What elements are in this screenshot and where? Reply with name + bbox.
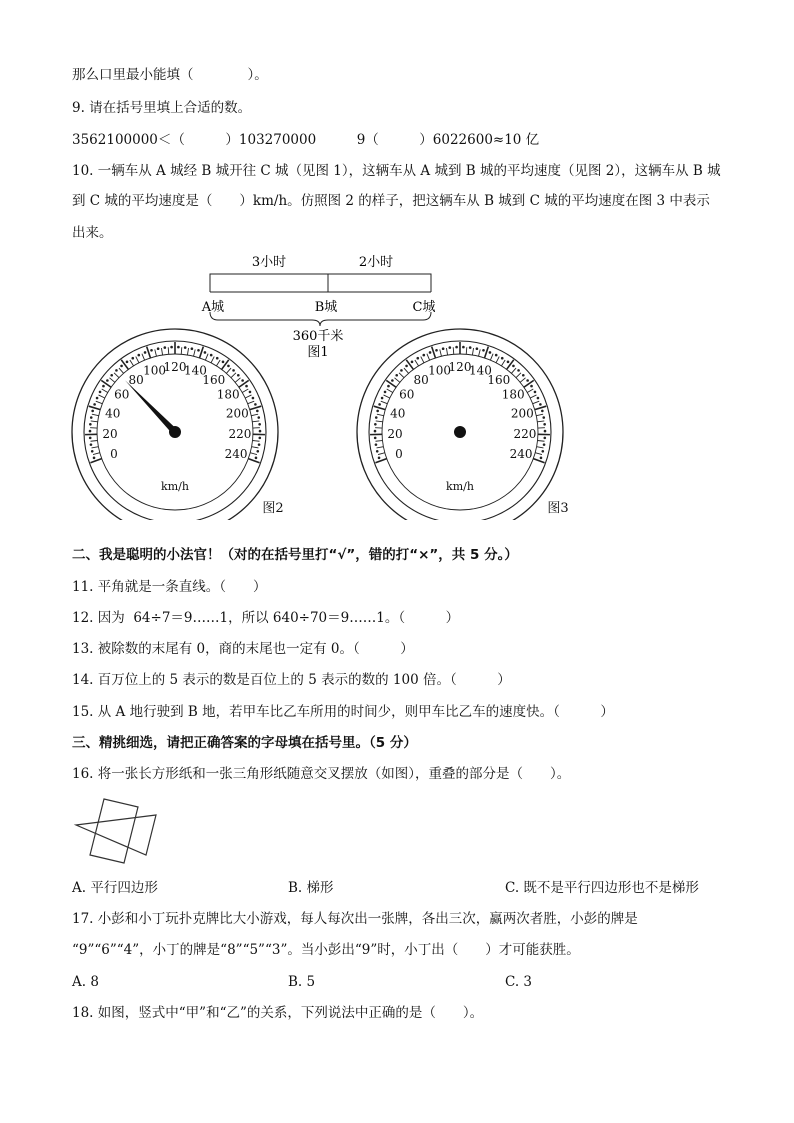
gauge-minor-tick	[537, 421, 544, 422]
gauge-dot	[157, 347, 160, 350]
gauge-tick-label: 40	[390, 406, 406, 421]
gauge-dot	[376, 410, 379, 413]
gauge-dot	[177, 346, 180, 349]
gauge-minor-tick	[399, 373, 404, 378]
gauge-major-tick	[485, 347, 489, 358]
gauge-minor-tick	[96, 401, 103, 404]
gauge-major-tick	[200, 347, 204, 358]
gauge-minor-tick	[161, 348, 162, 355]
gauge-dot	[495, 354, 498, 357]
gauge-major-tick	[90, 459, 101, 463]
question-13: 13. 被除数的末尾有 0，商的末尾也一定有 0。（ ）	[72, 641, 414, 657]
gauge-minor-tick	[383, 395, 389, 398]
gauge-minor-tick	[252, 447, 259, 448]
gauge-dot	[245, 385, 248, 388]
gauge-tick-label: 220	[228, 426, 252, 441]
gauge-dot	[110, 374, 113, 377]
gauge-dot	[543, 443, 546, 446]
gauge-dot	[237, 374, 240, 377]
gauge-major-tick	[533, 459, 544, 463]
gauge-minor-tick	[235, 378, 240, 382]
gauge-dot	[539, 403, 542, 406]
gauge-dot	[534, 391, 537, 394]
gauge-minor-tick	[404, 368, 409, 373]
gauge-dot	[416, 357, 419, 360]
gauge-minor-tick	[472, 348, 473, 355]
gauge-minor-tick	[93, 453, 100, 455]
gauge-dot	[256, 410, 259, 413]
gauge-minor-tick	[490, 354, 493, 360]
gauge-tick-label: 160	[202, 372, 226, 387]
question-15: 15. 从 A 地行驶到 B 地，若甲车比乙车所用的时间少，则甲车比乙车的速度快。（ ）	[72, 704, 614, 720]
gauge-minor-tick	[155, 349, 157, 356]
question-9-title: 9. 请在括号里填上合适的数。	[72, 100, 252, 116]
question-16: 16. 将一张长方形纸和一张三角形纸随意交叉摆放（如图），重叠的部分是（ ）。	[72, 766, 571, 782]
gauge-major-tick	[250, 406, 261, 409]
question-10-line2: 到 C 城的平均速度是（ ）km/h。仿照图 2 的样子，把这辆车从 B 城到 C 城的平均速度在图 3 中表示	[72, 193, 710, 209]
gauge-tick-label: 20	[387, 426, 403, 441]
gauge-minor-tick	[427, 354, 430, 360]
gauge-dot	[405, 365, 408, 368]
gauge-tick-label: 100	[428, 363, 452, 378]
section-3-heading: 三、精挑细选，请把正确答案的字母填在括号里。（5 分）	[72, 735, 417, 751]
gauge-dot	[542, 416, 545, 419]
gauge-minor-tick	[533, 401, 540, 404]
gauge-minor-tick	[109, 378, 114, 382]
gauge-dot	[537, 397, 540, 400]
gauge-tick-label: 120	[448, 360, 472, 374]
gauge-dot	[257, 416, 260, 419]
gauge-tick-label: 240	[224, 447, 248, 462]
gauge-tick-label: 200	[510, 406, 534, 421]
question-17-line1: 17. 小彭和小丁玩扑克牌比大小游戏，每人每次出一张牌，各出三次，赢两次者胜，小彭的牌是	[72, 911, 638, 927]
q17-option-c: C. 3	[505, 974, 533, 990]
gauge-dot	[476, 347, 479, 350]
gauge-tick-label: 40	[105, 406, 121, 421]
gauge-dot	[120, 365, 123, 368]
question-11: 11. 平角就是一条直线。（ ）	[72, 579, 267, 595]
gauge-dot	[90, 443, 93, 446]
gauge-tick-label: 60	[114, 387, 130, 402]
gauge-minor-tick	[205, 354, 208, 360]
fig1-city-b: B城	[314, 300, 338, 315]
gauge-minor-tick	[501, 360, 505, 366]
gauge-dot	[381, 397, 384, 400]
gauge-dot	[507, 361, 510, 364]
gauge-dot	[374, 423, 377, 426]
fig1-time-bc: 2小时	[358, 255, 394, 270]
q17-option-a: A. 8	[72, 974, 99, 990]
gauge-dot	[469, 346, 472, 349]
gauge-minor-tick	[92, 447, 99, 448]
gauge-caption: 图2	[262, 501, 284, 516]
gauge-minor-tick	[242, 389, 248, 393]
gauge-minor-tick	[226, 368, 231, 373]
gauge-minor-tick	[377, 414, 384, 415]
gauge-dot	[252, 397, 255, 400]
gauge-dot	[255, 457, 258, 460]
gauge-minor-tick	[536, 414, 543, 415]
fig1-caption: 图1	[307, 345, 329, 358]
gauge-needle	[125, 380, 177, 434]
gauge-minor-tick	[421, 357, 424, 363]
gauge-dot	[384, 391, 387, 394]
gauge-minor-tick	[446, 348, 447, 355]
gauge-dot	[96, 397, 99, 400]
gauge-dot	[391, 379, 394, 382]
gauge-minor-tick	[98, 395, 104, 398]
gauge-major-tick	[147, 347, 151, 358]
gauge-dot	[543, 423, 546, 426]
gauge-minor-tick	[92, 414, 99, 415]
gauge-hub	[454, 426, 466, 438]
gauge-minor-tick	[394, 378, 399, 382]
gauge-dot	[144, 351, 147, 354]
gauge-dot	[102, 385, 105, 388]
gauge-minor-tick	[211, 357, 214, 363]
gauge-dot	[90, 416, 93, 419]
gauge-dot	[526, 379, 529, 382]
gauge-minor-tick	[516, 373, 521, 378]
gauge-dot	[411, 361, 414, 364]
gauge-tick-label: 140	[468, 363, 492, 378]
gauge-dot	[259, 430, 262, 433]
question-18: 18. 如图，竖式中“甲”和“乙”的关系，下列说法中正确的是（ ）。	[72, 1005, 484, 1021]
gauge-tick-label: 20	[102, 426, 118, 441]
gauge-dot	[374, 430, 377, 433]
gauge-dot	[400, 369, 403, 372]
gauge-minor-tick	[251, 414, 258, 415]
gauge-minor-tick	[91, 440, 98, 441]
gauge-dot	[462, 346, 465, 349]
gauge-minor-tick	[378, 453, 385, 455]
gauge-minor-tick	[231, 373, 236, 378]
gauge-minor-tick	[496, 357, 499, 363]
gauge-dot	[126, 361, 129, 364]
gauge-major-tick	[248, 459, 259, 463]
gauge-minor-tick	[142, 354, 145, 360]
gauge-minor-tick	[91, 421, 98, 422]
gauge-tick-label: 160	[487, 372, 511, 387]
gauge-dot	[530, 385, 533, 388]
q16-option-b: B. 梯形	[288, 880, 334, 896]
gauge-minor-tick	[245, 395, 251, 398]
question-8-tail: 那么口里最小能填（ ）。	[72, 67, 268, 83]
gauge-minor-tick	[530, 395, 536, 398]
gauge-caption: 图3	[547, 501, 569, 516]
gauge-tick-label: 180	[216, 387, 240, 402]
gauge-dot	[164, 346, 167, 349]
gauge-minor-tick	[102, 389, 108, 393]
gauge-dot	[115, 369, 118, 372]
gauge-major-tick	[535, 406, 546, 409]
gauge-minor-tick	[466, 347, 467, 354]
gauge-dot	[258, 423, 261, 426]
gauge-minor-tick	[535, 453, 542, 455]
gauge-tick-label: 140	[183, 363, 207, 378]
gauge-dot	[93, 403, 96, 406]
gauge-dot	[91, 450, 94, 453]
gauge-dot	[378, 403, 381, 406]
q16-option-a: A. 平行四边形	[72, 880, 158, 896]
gauge-dot	[501, 357, 504, 360]
gauge-dot	[93, 457, 96, 460]
gauge-major-tick	[374, 406, 385, 409]
gauge-minor-tick	[381, 401, 388, 404]
gauge-dot	[541, 450, 544, 453]
gauge-minor-tick	[181, 347, 182, 354]
gauge-dot	[375, 443, 378, 446]
gauge-dot	[99, 391, 102, 394]
gauge-dot	[197, 349, 200, 352]
question-14: 14. 百万位上的 5 表示的数是百位上的 5 表示的数的 100 倍。（ ）	[72, 672, 511, 688]
gauge-dot	[422, 354, 425, 357]
gauge-unit-label: km/h	[446, 480, 474, 493]
gauge-dot	[106, 379, 109, 382]
question-10-line1: 10. 一辆车从 A 城经 B 城开往 C 城（见图 1），这辆车从 A 城到 B 城的平均速度（见图 2），这辆车从 B 城	[72, 163, 721, 179]
gauge-dot	[378, 457, 381, 460]
gauge-tick-label: 220	[513, 426, 537, 441]
gauge-minor-tick	[440, 349, 442, 356]
gauge-dot	[258, 437, 261, 440]
gauge-dot	[89, 437, 92, 440]
gauge-dot	[375, 416, 378, 419]
gauge-dot	[517, 369, 520, 372]
gauge-minor-tick	[216, 360, 220, 366]
gauge-minor-tick	[168, 347, 169, 354]
gauge-dot	[376, 450, 379, 453]
gauge-dot	[89, 423, 92, 426]
gauge-dot	[489, 351, 492, 354]
gauge-tick-label: 80	[413, 372, 429, 387]
gauge-dot	[91, 410, 94, 413]
section-2-heading: 二、我是聪明的小法官！（对的在括号里打“√”，错的打“×”，共 5 分。）	[72, 547, 518, 563]
gauge-dot	[191, 347, 194, 350]
gauge-dot	[395, 374, 398, 377]
gauge-minor-tick	[187, 348, 188, 355]
gauge-hub	[169, 426, 181, 438]
gauge-tick-label: 200	[225, 406, 249, 421]
gauge-dot	[131, 357, 134, 360]
gauge-minor-tick	[136, 357, 139, 363]
gauge-minor-tick	[376, 421, 383, 422]
gauge-dot	[150, 349, 153, 352]
figure-2-speedometer	[60, 320, 290, 520]
question-9-items: 3562100000＜（ ）103270000 9（ ）6022600≈10 亿	[72, 132, 540, 148]
gauge-dot	[241, 379, 244, 382]
gauge-dot	[429, 351, 432, 354]
gauge-minor-tick	[511, 368, 516, 373]
gauge-minor-tick	[130, 360, 134, 366]
gauge-dot	[227, 365, 230, 368]
gauge-dot	[210, 354, 213, 357]
gauge-minor-tick	[194, 349, 196, 356]
gauge-dot	[543, 437, 546, 440]
gauge-dot	[232, 369, 235, 372]
gauge-dot	[222, 361, 225, 364]
gauge-dot	[541, 410, 544, 413]
gauge-minor-tick	[538, 440, 545, 441]
gauge-minor-tick	[520, 378, 525, 382]
gauge-dot	[435, 349, 438, 352]
gauge-dot	[256, 450, 259, 453]
fig1-distance: 360千米	[292, 329, 344, 344]
gauge-major-tick	[89, 406, 100, 409]
gauge-tick-label: 0	[395, 447, 403, 462]
gauge-dot	[544, 430, 547, 433]
gauge-minor-tick	[415, 360, 419, 366]
gauge-minor-tick	[376, 440, 383, 441]
gauge-dot	[204, 351, 207, 354]
question-10-line3: 出来。	[72, 225, 113, 241]
gauge-minor-tick	[119, 368, 124, 373]
gauge-dot	[540, 457, 543, 460]
q16-option-c: C. 既不是平行四边形也不是梯形	[505, 880, 699, 896]
gauge-major-tick	[375, 459, 386, 463]
gauge-minor-tick	[387, 389, 393, 393]
gauge-minor-tick	[479, 349, 481, 356]
gauge-minor-tick	[453, 347, 454, 354]
gauge-dot	[442, 347, 445, 350]
gauge-dot	[512, 365, 515, 368]
gauge-dot	[184, 346, 187, 349]
gauge-tick-label: 100	[143, 363, 167, 378]
gauge-tick-label: 240	[509, 447, 533, 462]
gauge-minor-tick	[252, 421, 259, 422]
gauge-tick-label: 0	[110, 447, 118, 462]
question-17-line2: “9”“6”“4”，小丁的牌是“8”“5”“3”。当小彭出“9”时，小丁出（ ）才可能获胜。	[72, 942, 580, 958]
gauge-minor-tick	[250, 453, 257, 455]
gauge-dot	[137, 354, 140, 357]
gauge-tick-label: 80	[128, 372, 144, 387]
gauge-minor-tick	[253, 440, 260, 441]
gauge-dot	[89, 430, 92, 433]
question-16-overlap-figure	[72, 793, 162, 865]
gauge-tick-label: 60	[399, 387, 415, 402]
gauge-dot	[449, 346, 452, 349]
gauge-minor-tick	[248, 401, 255, 404]
gauge-minor-tick	[527, 389, 533, 393]
gauge-dot	[374, 437, 377, 440]
fig1-time-ab: 3小时	[251, 255, 287, 270]
question-12: 12. 因为 64÷7＝9……1，所以 640÷70＝9……1。（ ）	[72, 610, 460, 626]
gauge-dot	[216, 357, 219, 360]
gauge-dot	[258, 443, 261, 446]
gauge-tick-label: 120	[163, 360, 187, 374]
gauge-dot	[170, 346, 173, 349]
gauge-dot	[387, 385, 390, 388]
gauge-minor-tick	[537, 447, 544, 448]
gauge-minor-tick	[377, 447, 384, 448]
figure-3-speedometer	[345, 320, 575, 520]
gauge-dot	[482, 349, 485, 352]
q17-option-b: B. 5	[288, 974, 316, 990]
fig1-city-a: A城	[201, 300, 225, 315]
gauge-dot	[254, 403, 257, 406]
gauge-unit-label: km/h	[161, 480, 189, 493]
gauge-tick-label: 180	[501, 387, 525, 402]
fig1-city-c: C城	[412, 300, 436, 315]
gauge-major-tick	[432, 347, 436, 358]
gauge-dot	[522, 374, 525, 377]
gauge-minor-tick	[114, 373, 119, 378]
gauge-dot	[249, 391, 252, 394]
gauge-dot	[455, 346, 458, 349]
